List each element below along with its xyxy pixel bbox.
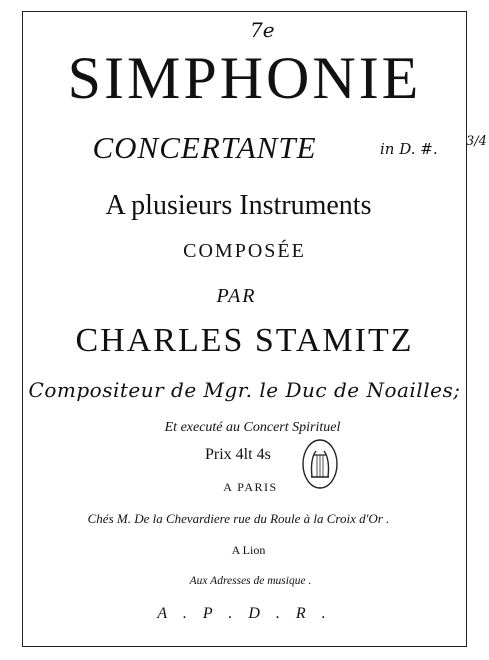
par-line: PAR [216,285,257,307]
manuscript-fraction: 3/4 [466,134,487,149]
manuscript-ordinal: 7e [250,18,275,42]
music-addresses: Aux Adresses de musique . [189,575,312,587]
composee-line: COMPOSÉE [183,240,306,262]
city-lion: A Lion [231,543,266,557]
composer-position: Compositeur de Mgr. le Duc de Noailles; [28,378,461,402]
performance-note: Et executé au Concert Spirituel [164,420,341,435]
subtitle-concertante: CONCERTANTE [92,130,317,165]
price: Prix 4lt 4s [205,446,271,463]
privilege-mark: A . P . D . R . [157,605,332,622]
city-paris: A PARIS [223,480,278,494]
main-title [0,45,489,111]
composer-name: CHARLES STAMITZ [75,322,414,359]
manuscript-key-note: in D. #. [380,140,438,158]
publisher-address: Chés M. De la Chevardiere rue du Roule à la Croix d'Or . [87,511,390,526]
instruments-line: A plusieurs Instruments [105,190,372,221]
main-title-text: SIMPHONIE [67,45,422,111]
